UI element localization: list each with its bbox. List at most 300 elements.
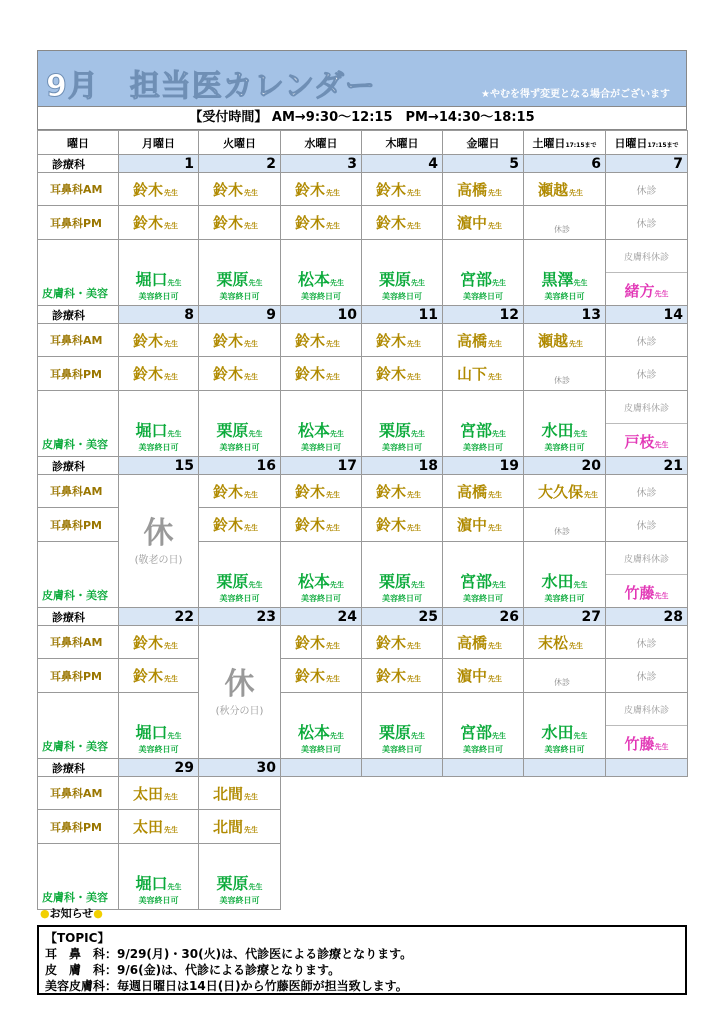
dow-cell [606,131,688,155]
doctor-surname: 鈴木 [295,180,326,199]
pm-cell [199,206,281,240]
doctor-surname: 栗原 [378,270,411,289]
doctor-entry [281,363,361,384]
pm-cell [199,508,281,542]
doctor-entry [119,665,198,686]
doctor-surname: 栗原 [378,421,411,440]
sensei-suffix: 先生 [584,490,599,499]
doctor-surname: 鈴木 [213,331,244,350]
sun-am-cell [606,324,688,357]
sensei-suffix: 先生 [326,524,341,532]
dow-cell [281,131,362,155]
beauty-all-day: 美容終日可 [219,292,260,301]
date-cell: 10 [281,306,362,324]
pm-cell [119,357,199,391]
table-row [38,324,688,357]
table-row [38,844,688,910]
holiday-cell [119,475,199,608]
doctor-entry [119,212,198,233]
dow-cell [199,131,281,155]
sunday-doctor [606,280,687,301]
doctor-entry [119,363,198,384]
sun-pm-cell [606,206,688,240]
sensei-suffix: 先生 [407,490,422,499]
sensei-suffix: 先生 [164,792,179,801]
am-cell [524,475,606,508]
date-cell: 3 [281,155,362,173]
doctor-surname: 高橋 [457,482,488,501]
pm-cell [199,810,281,844]
doctor-surname: 高橋 [457,633,488,652]
doctor-name [199,875,280,896]
doctor-surname: 高橋 [457,180,488,199]
doctor-entry [199,816,280,837]
derm-entry [199,271,280,302]
am-cell [119,626,199,659]
doctor-surname: 栗原 [378,572,411,591]
doctor-entry [443,330,523,351]
doctor-surname: 栗原 [216,421,249,440]
dow-label: 土曜日 [532,136,566,150]
doctor-name [443,422,523,443]
doctor-name [443,573,523,594]
pm-cell [281,206,362,240]
table-row [38,759,688,777]
table-row [38,810,688,844]
closed-label: 休診 [636,521,657,532]
pm-cell [362,206,443,240]
sensei-suffix: 先生 [407,339,422,348]
derm-closed-label: 皮膚科休診 [606,542,687,575]
sun-am-cell [606,626,688,659]
derm-cell [281,542,362,608]
dot-icon: ● [40,907,50,920]
row-label-am: 耳鼻科AM [38,173,119,206]
doctor-surname: 栗原 [216,874,249,893]
doctor-surname: 瀬越 [538,331,569,350]
doctor-entry [362,481,442,502]
doctor-surname: 鈴木 [376,667,407,685]
sensei-suffix: 先生 [330,430,344,438]
doctor-entry [281,632,361,653]
derm-entry [281,271,361,302]
row-label-am: 耳鼻科AM [38,777,119,810]
pm-cell [443,508,524,542]
sensei-suffix: 先生 [488,524,503,532]
topic-line: 耳 鼻 科：9/29(月)・30(火)は、代診医による診療となります。 [45,947,413,961]
table-row [38,659,688,693]
sun-am-cell [606,173,688,206]
date-cell: 26 [443,608,524,626]
date-cell [281,759,362,777]
am-cell [443,173,524,206]
date-cell: 8 [119,306,199,324]
doctor-surname: 鈴木 [133,667,164,685]
doctor-surname: 水田 [541,723,574,742]
derm-entry [281,724,361,755]
date-cell: 2 [199,155,281,173]
derm-cell [281,240,362,306]
doctor-surname: 竹藤 [624,584,655,602]
sunday-doctor [606,733,687,754]
doctor-name [199,271,280,292]
doctor-surname: 鈴木 [213,516,244,534]
sensei-suffix: 先生 [492,430,506,438]
row-label-pm: 耳鼻科PM [38,659,119,693]
sensei-suffix: 先生 [244,826,259,834]
derm-entry [443,573,523,604]
sensei-suffix: 先生 [569,339,584,348]
doctor-surname: 栗原 [378,723,411,742]
sensei-suffix: 先生 [167,430,182,438]
doctor-surname: 松本 [297,723,330,742]
table-row [38,457,688,475]
derm-cell [362,693,443,759]
doctor-surname: 鈴木 [376,633,407,652]
beauty-all-day: 美容終日可 [138,745,179,754]
doctor-surname: 太田 [133,784,164,803]
sensei-suffix: 先生 [164,222,179,230]
doctor-surname: 堀口 [135,421,168,440]
sun-derm-cell [606,391,688,457]
derm-closed-label: 皮膚科休診 [606,693,687,726]
doctor-entry [281,481,361,502]
beauty-all-day: 美容終日可 [463,594,503,603]
sensei-suffix: 先生 [407,222,422,230]
sensei-suffix: 先生 [244,188,259,197]
beauty-all-day: 美容終日可 [219,594,260,603]
derm-cell [199,542,281,608]
am-cell [362,626,443,659]
sensei-suffix: 先生 [330,581,344,589]
dept-header: 診療科 [38,608,119,626]
date-cell: 19 [443,457,524,475]
pm-cell [119,810,199,844]
dept-header: 診療科 [38,306,119,324]
dow-label: 水曜日 [304,136,338,150]
doctor-surname: 高橋 [457,331,488,350]
table-row [38,131,688,155]
derm-cell [443,542,524,608]
derm-entry [524,724,605,755]
date-cell [443,759,524,777]
doctor-entry [119,783,198,804]
derm-entry [362,422,442,453]
doctor-entry [443,632,523,653]
doctor-name [199,422,280,443]
holiday-cell [199,626,281,759]
sensei-suffix: 先生 [411,732,425,740]
doctor-surname: 堀口 [135,723,168,742]
doctor-surname: 瀬越 [538,180,569,199]
doctor-entry [524,481,605,502]
dow-label: 月曜日 [142,136,175,150]
dow-label: 金曜日 [466,136,500,150]
sun-pm-cell [606,357,688,391]
closed-label: 休診 [554,527,570,536]
change-note: ★やむを得ず変更となる場合がございます [481,89,670,100]
date-cell: 28 [606,608,688,626]
closed-label: 休診 [636,336,657,348]
doctor-name [524,573,605,594]
sensei-suffix: 先生 [488,490,503,499]
dow-label: 木曜日 [385,136,419,150]
doctor-entry [443,514,523,535]
doctor-surname: 鈴木 [213,214,244,232]
doctor-surname: 鈴木 [133,214,164,232]
am-cell [199,324,281,357]
dow-hours-note: 17:15まで [565,141,597,149]
doctor-surname: 水田 [541,572,574,591]
beauty-all-day: 美容終日可 [463,443,503,452]
doctor-surname: 鈴木 [295,365,326,383]
beauty-all-day: 美容終日可 [382,745,422,754]
closed-label: 休診 [554,376,570,385]
derm-entry [119,271,198,302]
am-cell [443,324,524,357]
table-row [38,693,688,759]
sensei-suffix: 先生 [244,792,259,801]
doctor-entry [119,632,198,653]
doctor-name [443,271,523,292]
page-title: 9月 担当医カレンダー [46,69,376,104]
date-cell: 20 [524,457,606,475]
doctor-surname: 濵中 [457,516,488,534]
derm-entry [362,271,442,302]
sensei-suffix: 先生 [326,373,341,381]
date-cell: 30 [199,759,281,777]
sensei-suffix: 先生 [492,279,506,287]
beauty-all-day: 美容終日可 [301,745,341,754]
doctor-name [524,422,605,443]
sensei-suffix: 先生 [488,675,503,683]
derm-cell [119,391,199,457]
sensei-suffix: 先生 [569,188,584,197]
doctor-name [281,422,361,443]
doctor-surname: 北間 [213,818,244,836]
dow-cell [119,131,199,155]
sensei-suffix: 先生 [407,373,422,381]
beauty-all-day: 美容終日可 [301,594,341,603]
beauty-all-day: 美容終日可 [219,443,260,452]
sensei-suffix: 先生 [244,373,259,381]
beauty-all-day: 美容終日可 [463,292,503,301]
sensei-suffix: 先生 [411,581,425,589]
sensei-suffix: 先生 [492,732,506,740]
doctor-entry [199,363,280,384]
sensei-suffix: 先生 [167,883,182,891]
am-cell [281,475,362,508]
row-label-am: 耳鼻科AM [38,324,119,357]
pm-cell [119,206,199,240]
derm-cell [362,240,443,306]
am-cell [524,626,606,659]
sensei-suffix: 先生 [330,279,344,287]
doctor-surname: 黒澤 [541,270,574,289]
doctor-entry [119,179,198,200]
doctor-entry [362,632,442,653]
derm-entry [524,573,605,604]
sun-am-cell [606,475,688,508]
sensei-suffix: 先生 [573,581,588,589]
sensei-suffix: 先生 [411,430,425,438]
date-cell: 17 [281,457,362,475]
sensei-suffix: 先生 [407,675,422,683]
sunday-doctor [606,582,687,603]
am-cell [443,475,524,508]
doctor-surname: 北間 [213,784,244,803]
doctor-surname: 堀口 [135,270,168,289]
dow-cell [362,131,443,155]
notice-heading: ●お知らせ● [40,907,103,920]
topic-line: 美容皮膚科：毎週日曜日は14日(日)から竹藤医師が担当致します。 [45,979,408,993]
derm-entry [443,422,523,453]
pm-cell [281,357,362,391]
sensei-suffix: 先生 [654,592,669,600]
doctor-entry [362,665,442,686]
derm-entry [199,875,280,906]
row-label-pm: 耳鼻科PM [38,357,119,391]
doctor-surname: 宮部 [459,723,492,742]
date-cell: 6 [524,155,606,173]
doctor-name [281,271,361,292]
beauty-all-day: 美容終日可 [301,443,341,452]
dot-icon: ● [93,907,103,920]
doctor-surname: 鈴木 [133,331,164,350]
doctor-name [362,724,442,745]
pm-cell [281,508,362,542]
sensei-suffix: 先生 [326,641,341,650]
table-row [38,777,688,810]
sensei-suffix: 先生 [164,373,179,381]
doctor-surname: 末松 [538,633,569,652]
sensei-suffix: 先生 [164,188,179,197]
table-row [38,206,688,240]
sensei-suffix: 先生 [411,279,425,287]
doctor-entry [199,481,280,502]
date-cell: 13 [524,306,606,324]
sun-pm-cell [606,659,688,693]
doctor-entry [199,330,280,351]
sensei-suffix: 先生 [248,883,263,891]
doctor-surname: 宮部 [459,572,492,591]
pm-cell [362,357,443,391]
date-cell [606,759,688,777]
doctor-entry [362,212,442,233]
date-cell: 21 [606,457,688,475]
date-cell: 9 [199,306,281,324]
pm-cell [199,357,281,391]
date-cell: 11 [362,306,443,324]
date-cell: 23 [199,608,281,626]
derm-cell [524,240,606,306]
table-row [38,626,688,659]
doctor-surname: 濵中 [457,667,488,685]
derm-entry [362,724,442,755]
doctor-entry [443,363,523,384]
dept-header: 診療科 [38,759,119,777]
date-cell: 12 [443,306,524,324]
derm-cell [443,693,524,759]
doctor-entry [119,330,198,351]
row-label-pm: 耳鼻科PM [38,206,119,240]
table-row [38,391,688,457]
am-cell [281,173,362,206]
doctor-name [119,724,198,745]
sensei-suffix: 先生 [488,188,503,197]
sensei-suffix: 先生 [326,490,341,499]
date-cell: 15 [119,457,199,475]
doctor-entry [281,514,361,535]
doctor-entry [443,665,523,686]
doctor-surname: 太田 [133,818,164,836]
date-cell [362,759,443,777]
closed-label: 休診 [636,487,657,499]
sensei-suffix: 先生 [326,222,341,230]
date-cell: 27 [524,608,606,626]
sensei-suffix: 先生 [326,188,341,197]
doctor-entry [281,212,361,233]
derm-cell [524,391,606,457]
date-cell: 25 [362,608,443,626]
doctor-surname: 山下 [457,365,488,383]
date-cell: 4 [362,155,443,173]
am-cell [199,173,281,206]
beauty-all-day: 美容終日可 [382,594,422,603]
am-cell [524,173,606,206]
doctor-surname: 鈴木 [376,365,407,383]
table-row [38,608,688,626]
sensei-suffix: 先生 [573,732,588,740]
beauty-all-day: 美容終日可 [219,896,260,905]
holiday-reason: (秋分の日) [215,705,264,717]
am-cell [443,626,524,659]
beauty-all-day: 美容終日可 [544,292,585,301]
doctor-surname: 鈴木 [295,482,326,501]
sensei-suffix: 先生 [164,675,179,683]
sensei-suffix: 先生 [654,290,669,298]
derm-entry [119,422,198,453]
doctor-name [119,422,198,443]
beauty-all-day: 美容終日可 [463,745,503,754]
derm-entry [362,573,442,604]
row-label-derm: 皮膚科・美容 [38,693,119,759]
derm-cell [443,240,524,306]
pm-cell [443,659,524,693]
doctor-entry [199,783,280,804]
doctor-surname: 宮部 [459,270,492,289]
sensei-suffix: 先生 [326,339,341,348]
doctor-surname: 鈴木 [376,482,407,501]
sensei-suffix: 先生 [164,641,179,650]
derm-entry [281,422,361,453]
doctor-surname: 鈴木 [133,365,164,383]
sensei-suffix: 先生 [488,373,503,381]
derm-entry [524,271,605,302]
closed-label: 休診 [636,219,657,230]
doctor-entry [281,665,361,686]
doctor-name [281,573,361,594]
topic-heading: 【TOPIC】 [45,931,110,945]
doctor-surname: 濵中 [457,214,488,232]
beauty-all-day: 美容終日可 [138,443,179,452]
pm-cell [281,659,362,693]
derm-entry [443,271,523,302]
doctor-name [362,271,442,292]
holiday-reason: (敬老の日) [134,554,183,566]
derm-entry [199,422,280,453]
pm-cell [362,659,443,693]
